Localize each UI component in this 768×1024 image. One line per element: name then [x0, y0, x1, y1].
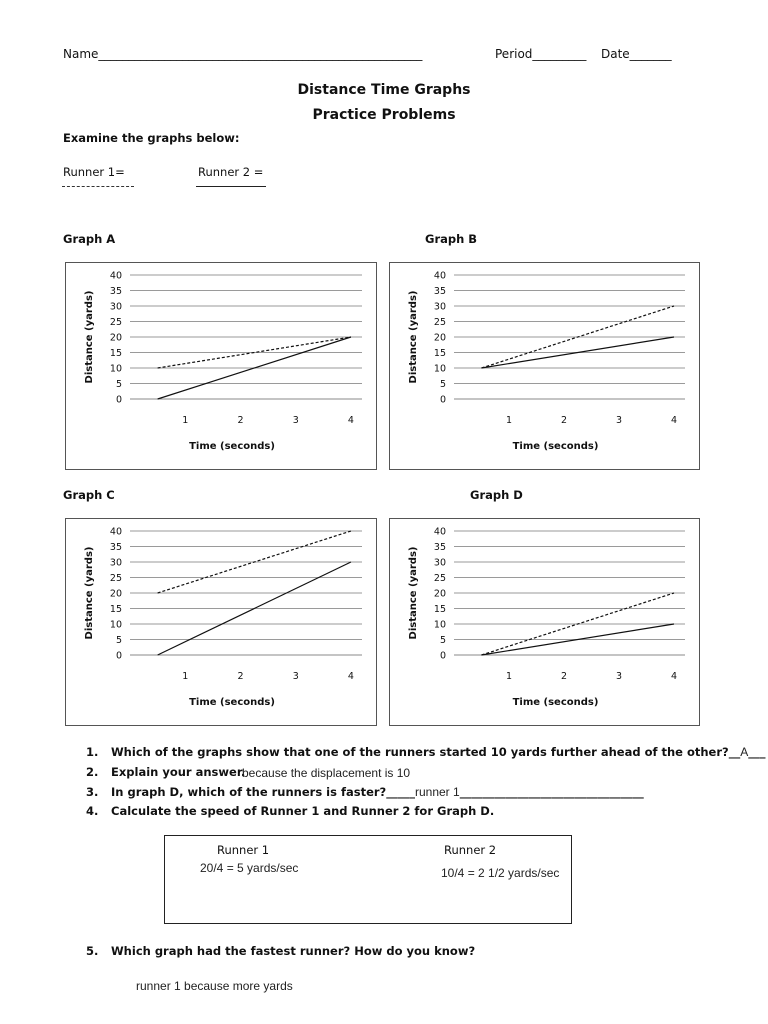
page-title: Distance Time Graphs [297, 82, 471, 98]
chart-svg [66, 263, 376, 469]
y-tick-label: 30 [109, 557, 122, 569]
y-tick-label: 10 [109, 363, 122, 375]
y-tick-label: 20 [433, 332, 446, 344]
question-3-blank-post: ________________________________ [459, 785, 644, 799]
x-tick-label: 3 [292, 415, 299, 426]
y-tick-label: 30 [433, 301, 446, 313]
question-2-number: 2. [86, 765, 99, 779]
y-tick-label: 10 [433, 619, 446, 631]
question-5-text: Which graph had the fastest runner? How do you know? [111, 944, 476, 958]
x-tick-label: 2 [237, 671, 244, 682]
chart-svg [390, 263, 699, 469]
question-2-answer: because the displacement is 10 [242, 766, 411, 780]
legend-dashed-line [62, 186, 134, 187]
question-3-number: 3. [86, 785, 99, 799]
y-tick-label: 15 [109, 604, 122, 615]
y-tick-label: 35 [109, 286, 122, 297]
runner2-heading: Runner 2 [444, 843, 497, 857]
graph-a-label: Graph A [63, 232, 116, 246]
y-tick-label: 10 [109, 619, 122, 631]
question-1-number: 1. [86, 745, 99, 759]
y-axis-title: Distance (yards) [84, 290, 95, 384]
y-tick-label: 40 [433, 270, 446, 282]
graph-b [389, 262, 700, 470]
question-1-answer: A [740, 745, 749, 759]
graph-d-label: Graph D [470, 488, 523, 502]
y-tick-label: 5 [115, 379, 122, 390]
y-tick-label: 0 [439, 394, 446, 406]
x-tick-label: 3 [615, 415, 623, 426]
y-tick-label: 0 [115, 394, 122, 406]
y-tick-label: 20 [109, 588, 122, 600]
y-tick-label: 15 [109, 348, 122, 359]
y-tick-label: 10 [433, 363, 446, 375]
y-tick-label: 20 [109, 332, 122, 344]
y-tick-label: 35 [433, 542, 446, 553]
runner2-speed-answer: 10/4 = 2 1/2 yards/sec [441, 866, 560, 880]
x-axis-title: Time (seconds) [189, 697, 275, 708]
y-tick-label: 0 [439, 650, 446, 662]
y-tick-label: 5 [439, 635, 446, 646]
x-tick-label: 2 [237, 415, 244, 426]
graph-c-label: Graph C [63, 488, 115, 502]
legend-runner1-label: Runner 1= [63, 165, 125, 179]
y-axis-title: Distance (yards) [84, 546, 95, 640]
y-tick-label: 15 [433, 604, 446, 615]
x-tick-label: 1 [182, 415, 189, 426]
y-tick-label: 40 [109, 270, 122, 282]
date-field: Date_______ [601, 47, 672, 61]
y-axis-title: Distance (yards) [408, 546, 419, 640]
intro-text: Examine the graphs below: [63, 131, 240, 145]
graph-a [65, 262, 377, 470]
x-axis-title: Time (seconds) [189, 441, 275, 452]
x-axis-title: Time (seconds) [512, 441, 599, 452]
y-tick-label: 35 [433, 286, 446, 297]
question-4-number: 4. [86, 804, 99, 818]
x-tick-label: 1 [505, 415, 513, 426]
page-subtitle: Practice Problems [312, 107, 456, 123]
question-5-number: 5. [86, 944, 99, 958]
speed-answer-box [164, 835, 572, 924]
chart-svg [390, 519, 699, 725]
name-field: Name______________________________________________________ [63, 47, 423, 61]
question-3-blank-pre: _____ [386, 785, 415, 799]
runner1-speed-answer: 20/4 = 5 yards/sec [200, 861, 299, 875]
y-tick-label: 40 [433, 526, 446, 538]
period-field: Period_________ [495, 47, 587, 61]
x-tick-label: 3 [292, 671, 299, 682]
y-tick-label: 30 [433, 557, 446, 569]
x-axis-title: Time (seconds) [512, 697, 599, 708]
y-tick-label: 5 [115, 635, 122, 646]
y-tick-label: 25 [109, 317, 122, 328]
question-3-text: In graph D, which of the runners is faster? [111, 785, 387, 799]
x-tick-label: 1 [505, 671, 513, 682]
x-tick-label: 4 [347, 415, 354, 426]
x-tick-label: 4 [670, 671, 678, 682]
legend-solid-line [196, 186, 266, 187]
x-tick-label: 4 [347, 671, 354, 682]
chart-svg [66, 519, 376, 725]
question-3 [111, 785, 644, 799]
runner1-heading: Runner 1 [217, 843, 270, 857]
y-axis-title: Distance (yards) [408, 290, 419, 384]
y-tick-label: 20 [433, 588, 446, 600]
x-tick-label: 3 [615, 671, 623, 682]
y-tick-label: 5 [439, 379, 446, 390]
y-tick-label: 30 [109, 301, 122, 313]
question-2-text: Explain your answer. [111, 765, 246, 779]
x-tick-label: 2 [560, 415, 568, 426]
y-tick-label: 0 [115, 650, 122, 662]
question-1 [111, 745, 765, 759]
y-tick-label: 35 [109, 542, 122, 553]
question-3-answer: runner 1 [414, 785, 460, 799]
graph-d [389, 518, 700, 726]
graph-c [65, 518, 377, 726]
y-tick-label: 40 [109, 526, 122, 538]
legend-runner2-label: Runner 2 = [198, 165, 264, 179]
y-tick-label: 15 [433, 348, 446, 359]
x-tick-label: 2 [560, 671, 568, 682]
y-tick-label: 25 [433, 317, 446, 328]
question-1-blank-post: ___ [748, 745, 766, 759]
question-5-answer: runner 1 because more yards [136, 979, 293, 993]
x-tick-label: 1 [182, 671, 189, 682]
question-4-text: Calculate the speed of Runner 1 and Runner 2 for Graph D. [111, 804, 495, 818]
x-tick-label: 4 [670, 415, 678, 426]
question-1-blank-pre: __ [728, 745, 741, 759]
graph-b-label: Graph B [425, 232, 478, 246]
y-tick-label: 25 [433, 573, 446, 584]
question-1-text: Which of the graphs show that one of the runners started 10 yards further ahead of the other? [111, 745, 729, 759]
y-tick-label: 25 [109, 573, 122, 584]
